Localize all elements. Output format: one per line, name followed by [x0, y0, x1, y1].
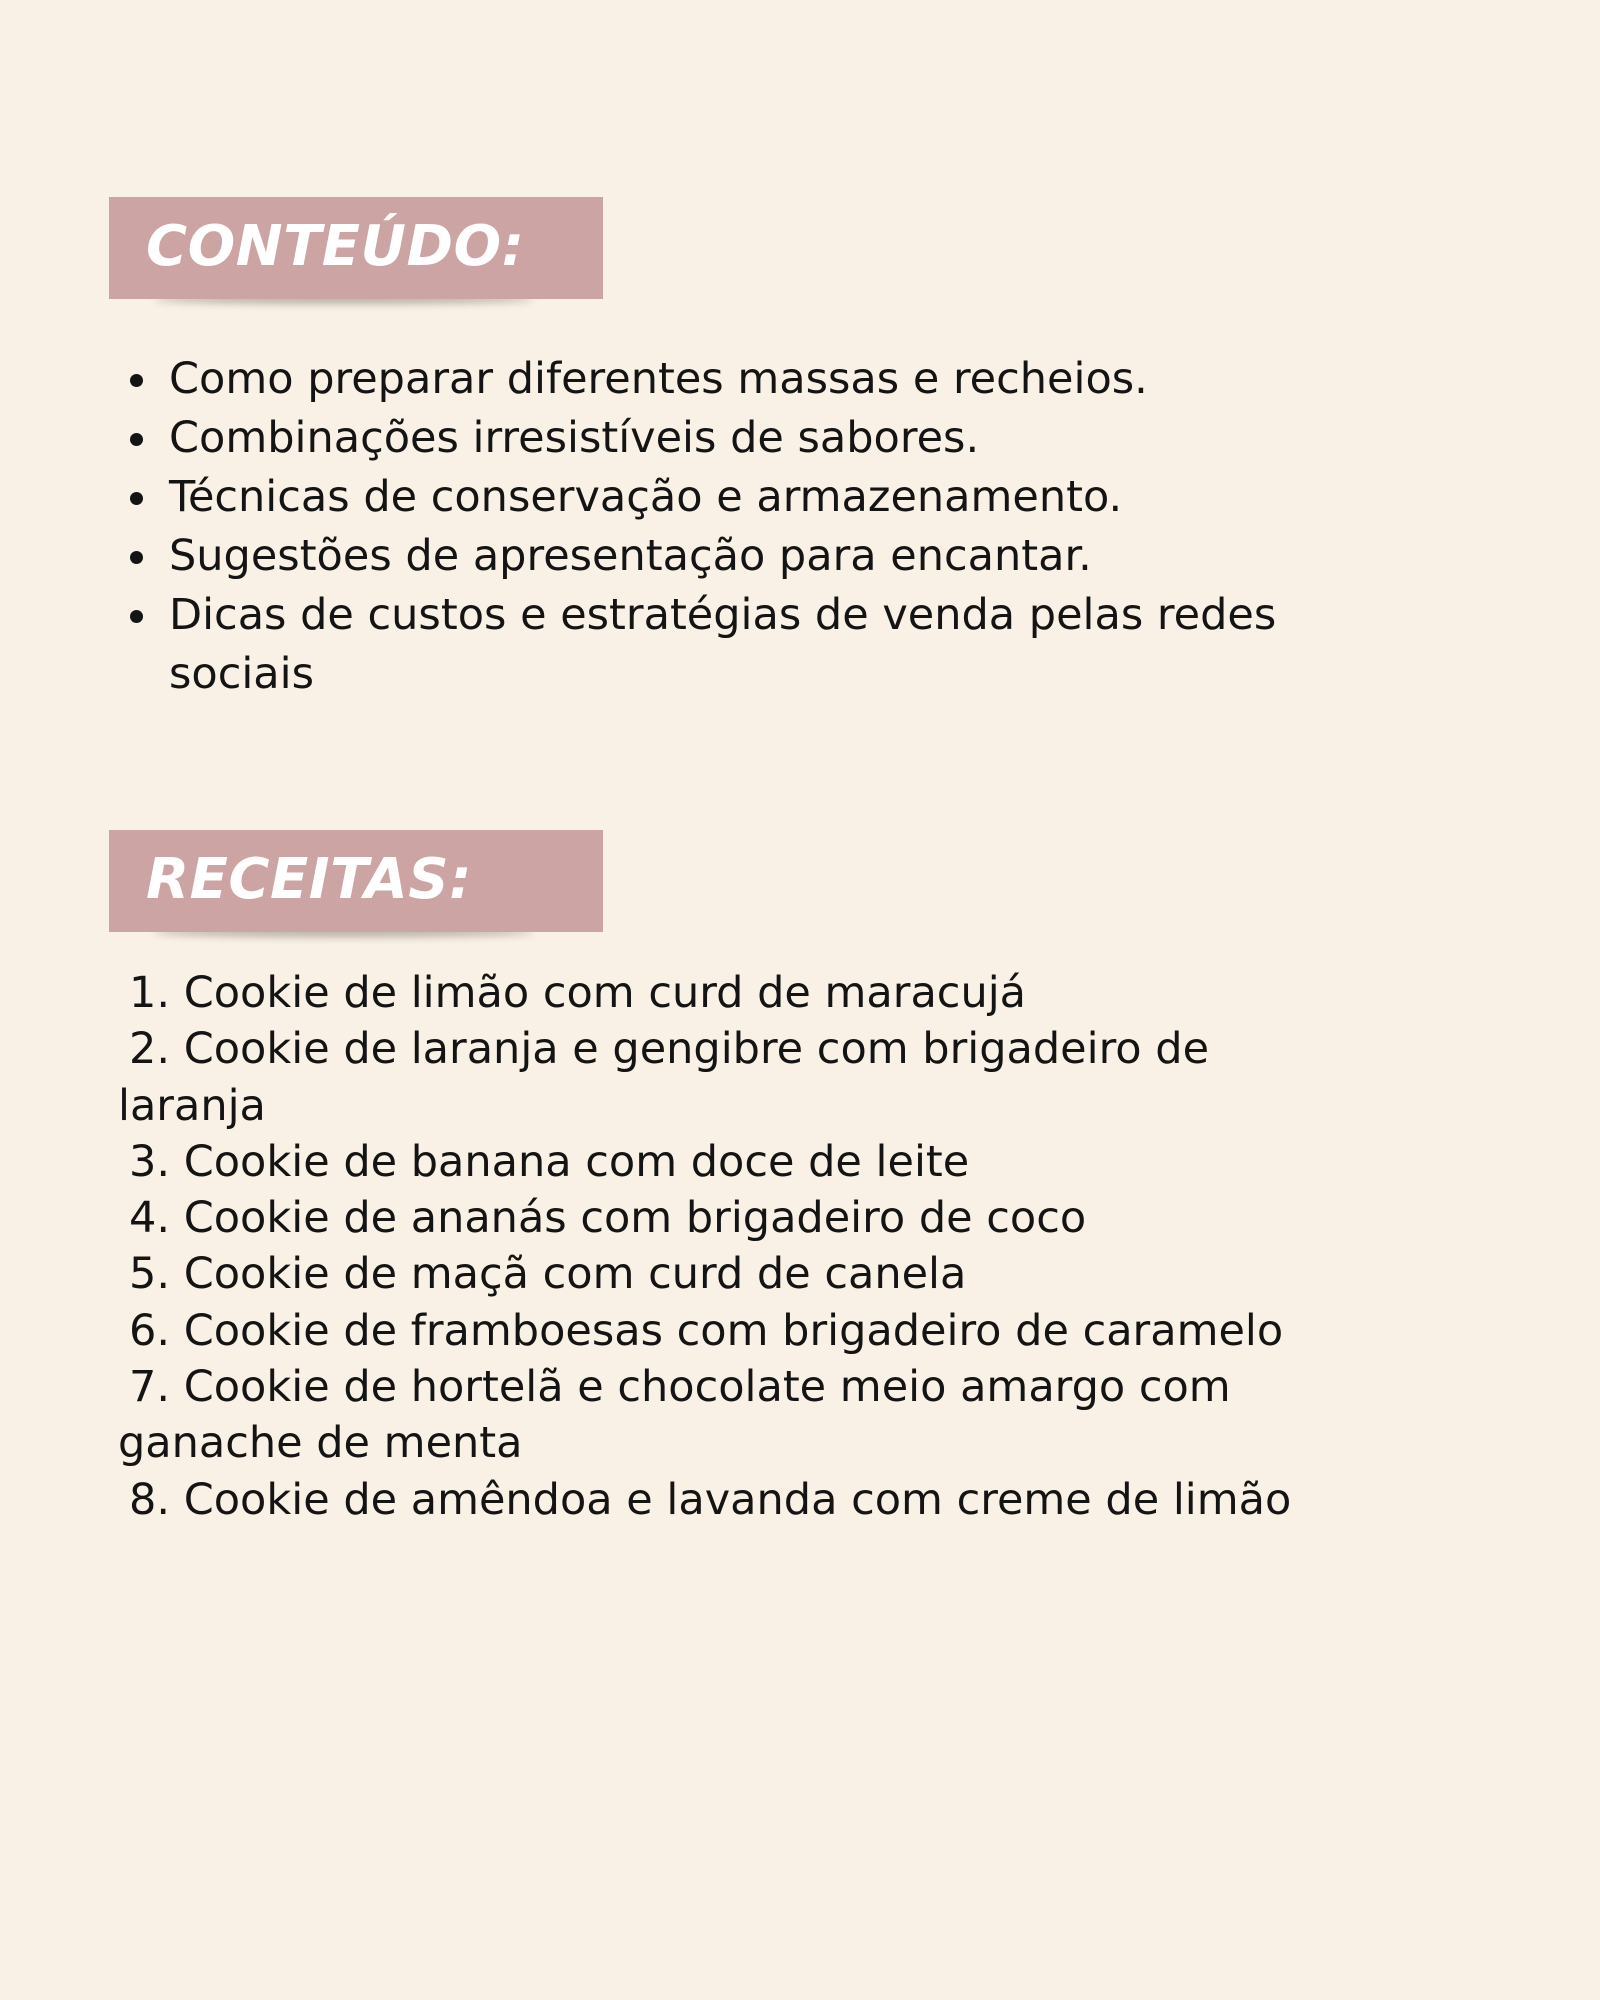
list-item	[118, 527, 1338, 586]
section-title: CONTEÚDO:	[146, 214, 525, 279]
recipe-number: 4.	[129, 1193, 171, 1244]
recipe-item	[118, 1021, 1358, 1134]
recipe-number: 5.	[129, 1249, 171, 1300]
recipe-item	[118, 1190, 1358, 1246]
list-item	[118, 468, 1338, 527]
bullet-icon	[130, 551, 143, 564]
content-bullet-list	[118, 350, 1338, 704]
recipe-number: 7.	[129, 1362, 171, 1413]
list-item-text: Sugestões de apresentação para encantar.	[169, 531, 1092, 581]
recipe-number: 3.	[129, 1136, 171, 1187]
list-item-text: Dicas de custos e estratégias de venda pelas redes sociais	[169, 590, 1277, 699]
list-item-text: Como preparar diferentes massas e recheios.	[169, 354, 1148, 404]
section-header-receitas	[109, 830, 603, 932]
section-header-conteudo	[109, 197, 603, 299]
recipe-list	[118, 965, 1358, 1528]
recipe-text: Cookie de limão com curd de maracujá	[183, 968, 1027, 1018]
recipe-item	[118, 965, 1358, 1021]
list-item-text: Técnicas de conservação e armazenamento.	[169, 472, 1123, 522]
recipe-item	[118, 1246, 1358, 1302]
recipe-item	[118, 1303, 1358, 1359]
recipe-item	[118, 1134, 1358, 1190]
list-item-text: Combinações irresistíveis de sabores.	[169, 413, 980, 463]
recipe-number: 2.	[129, 1024, 171, 1075]
recipe-number: 8.	[129, 1474, 171, 1525]
recipe-item	[118, 1472, 1358, 1528]
list-item	[118, 586, 1338, 704]
recipe-text: Cookie de ananás com brigadeiro de coco	[183, 1193, 1087, 1244]
recipe-text: Cookie de laranja e gengibre com brigadeiro de laranja	[118, 1024, 1210, 1131]
bullet-icon	[130, 433, 143, 446]
list-item	[118, 350, 1338, 409]
recipe-text: Cookie de amêndoa e lavanda com creme de limão	[183, 1474, 1292, 1525]
recipe-number: 1.	[129, 968, 171, 1018]
bullet-icon	[130, 374, 143, 387]
section-title: RECEITAS:	[146, 847, 472, 912]
recipe-text: Cookie de banana com doce de leite	[183, 1136, 970, 1187]
recipe-number: 6.	[129, 1305, 171, 1356]
recipe-text: Cookie de maçã com curd de canela	[183, 1249, 967, 1300]
recipe-text: Cookie de hortelã e chocolate meio amargo com ganache de menta	[118, 1362, 1231, 1469]
bullet-icon	[130, 492, 143, 505]
bullet-icon	[130, 610, 143, 623]
recipe-item	[118, 1359, 1358, 1472]
list-item	[118, 409, 1338, 468]
recipe-text: Cookie de framboesas com brigadeiro de caramelo	[183, 1305, 1284, 1356]
